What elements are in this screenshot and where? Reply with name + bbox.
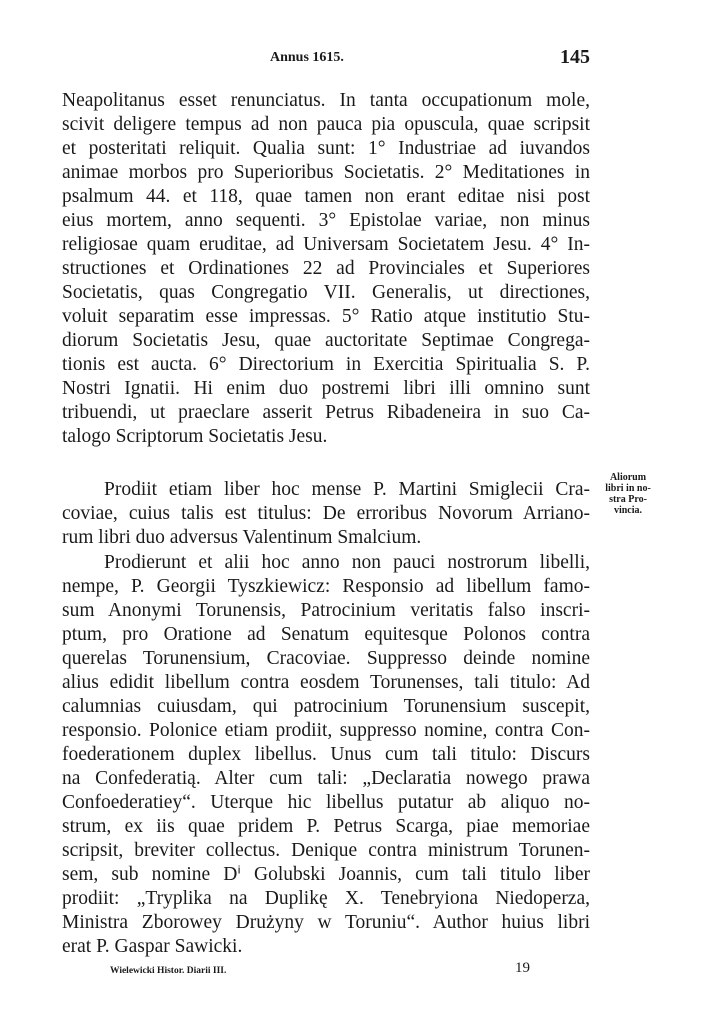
text-line: querelas Torunensium, Cracoviae. Suppresso deinde nomine (62, 648, 590, 669)
text-line: calumnias cuiusdam, qui patrocinium Torunensium suscepit, (62, 696, 590, 717)
text-line: coviae, cuius talis est titulus: De erroribus Novorum Arriano- (62, 503, 590, 524)
text-line: structiones et Ordinationes 22 ad Provinciales et Superiores (62, 258, 590, 279)
text-line: Nostri Ignatii. Hi enim duo postremi libri illi omnino sunt (62, 378, 590, 399)
text-line: ptum, pro Oratione ad Senatum equitesque Polonos contra (62, 624, 590, 645)
text-line: nempe, P. Georgii Tyszkiewicz: Responsio ad libellum famo- (62, 576, 590, 597)
text-line: alius edidit libellum contra eosdem Torunenses, tali titulo: Ad (62, 672, 590, 693)
text-line: prodiit: „Tryplika na Duplikę X. Tenebryiona Niedoperza, (62, 888, 590, 909)
text-line: erat P. Gaspar Sawicki. (62, 936, 243, 957)
text-line: Ministra Zborowey Drużyny w Toruniu“. Author huius libri (62, 912, 590, 933)
signature-mark: 19 (515, 960, 530, 976)
text-line: Prodiit etiam liber hoc mense P. Martini Smiglecii Cra- (104, 479, 590, 500)
text-line: rum libri duo adversus Valentinum Smalcium. (62, 527, 422, 548)
text-line: Prodierunt et alii hoc anno non pauci nostrorum libelli, (104, 552, 590, 573)
text-line: animae morbos pro Superioribus Societatis. 2° Meditationes in (62, 162, 590, 183)
text-line: et posteritati reliquit. Qualia sunt: 1° Industriae ad iuvandos (62, 138, 590, 159)
marginal-note-line: libri in no- (605, 483, 651, 494)
running-header: Annus 1615. (270, 50, 344, 65)
text-line: foederationem duplex libellus. Unus cum tali titulo: Discurs (62, 744, 590, 765)
text-line: tribuendi, ut praeclare asserit Petrus Ribadeneira in suo Ca- (62, 402, 590, 423)
marginal-note-line: vincia. (613, 505, 643, 516)
text-line: eius mortem, anno sequenti. 3° Epistolae variae, non minus (62, 210, 590, 231)
text-line: diorum Societatis Jesu, quae auctoritate Septimae Congrega- (62, 330, 590, 351)
text-line: scripsit, breviter collectus. Denique contra ministrum Torunen- (62, 840, 590, 861)
text-line: na Confederatią. Alter cum tali: „Declaratia nowego prawa (62, 768, 590, 789)
text-line: religiosae quam eruditae, ad Universam Societatem Jesu. 4° In- (62, 234, 590, 255)
text-line: strum, ex iis quae pridem P. Petrus Scarga, piae memoriae (62, 816, 590, 837)
text-line: sem, sub nomine Dⁱ Golubski Joannis, cum tali titulo liber (62, 864, 590, 885)
text-line: Confoederatiey“. Uterque hic libellus putatur ab aliquo no- (62, 792, 590, 813)
text-line: tionis est aucta. 6° Directorium in Exercitia Spiritualia S. P. (62, 354, 590, 375)
text-line: voluit separatim esse impressas. 5° Ratio atque institutio Stu- (62, 306, 590, 327)
page-number: 145 (560, 46, 590, 68)
text-line: responsio. Polonice etiam prodiit, suppresso nomine, contra Con- (62, 720, 590, 741)
marginal-note-line: stra Pro- (609, 494, 647, 505)
text-line: talogo Scriptorum Societatis Jesu. (62, 426, 328, 447)
marginal-note (596, 472, 660, 516)
text-line: Neapolitanus esset renunciatus. In tanta occupationum mole, (62, 90, 590, 111)
text-line: Societatis, quas Congregatio VII. Generalis, ut directiones, (62, 282, 590, 303)
footer-source: Wielewicki Histor. Diarii III. (110, 966, 227, 976)
text-line: psalmum 44. et 118, quae tamen non erant editae nisi post (62, 186, 590, 207)
marginal-note-line: Aliorum (609, 472, 647, 483)
text-line: scivit deligere tempus ad non pauca pia opuscula, quae scripsit (62, 114, 590, 135)
text-line: sum Anonymi Torunensis, Patrocinium veritatis falso inscri- (62, 600, 590, 621)
